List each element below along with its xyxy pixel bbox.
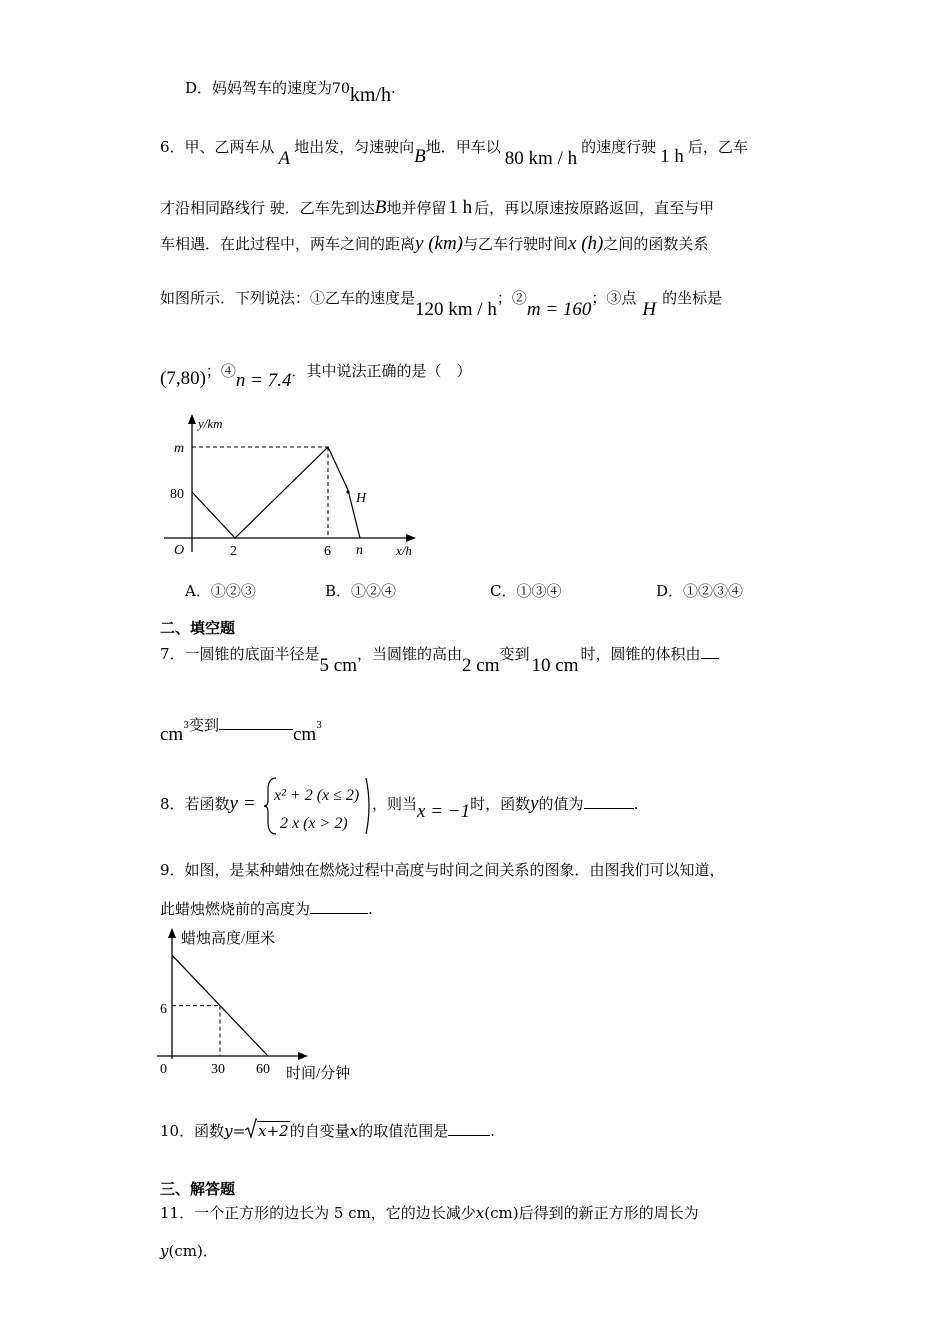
q6-text: 地出发，匀速驶向 [294,138,415,156]
q7-sup1: 3 [183,721,189,731]
label-t2: 2 [230,544,237,559]
q6-one-hour: 1 h [660,146,684,167]
q7-blank2[interactable] [219,729,293,730]
q10-radical [245,1122,290,1140]
q8-text: 时，函数 [470,795,531,813]
q6-text: 的速度行驶 [581,138,657,156]
q6-text: 6．甲、乙两车从 [160,138,275,156]
q9-graph [155,925,370,1085]
q8-y-eq: y = [229,793,256,814]
q7-text: ，当圆锥的高由 [357,645,463,663]
q7-text: 时，圆锥的体积由 [580,645,701,663]
q10-x: x [349,1122,359,1140]
q6-text: ；② [496,289,527,307]
q6-point-a: A [278,148,291,169]
q8-y: y [530,793,539,814]
q6-line4 [160,287,723,320]
q5-option-d-end: . [390,79,396,97]
label-m: m [174,441,185,456]
q6-statement4: n = 7.4 [235,370,292,391]
q10-y: y= [224,1122,246,1140]
q8-text-start [160,793,256,815]
q10-text: 10．函数 [160,1122,225,1140]
q5-option-d [185,76,396,106]
label-t6: 6 [324,544,331,559]
q6-text: 才沿相同路线行 驶．乙车先到达 [160,199,375,217]
q6-text: 与乙车行驶时间 [463,235,569,253]
q10-text: 的取值范围是 [358,1122,449,1140]
q6-text: 的坐标是 [662,289,723,307]
q11-line1 [160,1202,699,1223]
q9-line2 [160,898,373,919]
q6-statement2: m = 160 [526,299,592,320]
q7-text: 变到 [499,645,530,663]
q6-option-c: C．①③④ [490,582,562,600]
q6-stop-hour: 1 h [448,197,473,218]
q9-blank[interactable] [310,913,368,914]
q7-height2: 10 cm [531,655,579,676]
q7-text: 变到 [188,716,219,734]
q6-text: 地并停留 [386,199,447,217]
q6-text: 后，再以原速按原路返回，直至与甲 [474,199,715,217]
q9-text: . [368,900,373,918]
q6-text: 车相遇．在此过程中，两车之间的距离 [160,235,416,253]
q6-text: 地．甲车以 [425,138,501,156]
q7-radius: 5 cm [319,655,358,676]
q8-right-paren [366,778,369,834]
q6-text: ；④ [205,362,236,380]
x-axis-arrow [406,534,416,542]
q6-distance-var: y (km) [415,233,464,254]
q6-option-d: D．①②③④ [656,582,744,600]
q11-line2 [160,1240,218,1261]
label-h: H [356,491,367,506]
q6-graph [160,412,430,562]
y-axis-arrow [188,414,196,424]
q7-unit1: cm [160,724,184,745]
q5-option-d-text: D．妈妈驾车的速度为 [185,79,333,97]
q6-point-h: H [642,299,657,320]
q5-option-d-value: 70 [332,81,350,97]
q6-option-a: A．①②③ [185,582,256,600]
point-h [346,490,349,493]
q8-text-end [372,793,639,822]
q6-text: 如图所示．下列说法：①乙车的速度是 [160,289,416,307]
q7-blank1-start[interactable] [701,658,719,659]
q8-text: 的值为 [538,795,584,813]
q7-text: 7．一圆锥的底面半径是 [160,645,320,663]
q11-text: (cm)后得到的新正方形的周长为 [484,1204,699,1222]
label-6: 6 [160,1002,167,1017]
q10-text: 的自变量 [289,1122,350,1140]
q6-line5 [160,360,472,391]
q8-x-value: x = −1 [417,801,471,822]
x-axis-label: 时间/分钟 [286,1066,351,1082]
q6-point-b: B [414,146,426,167]
q7-sup2: 3 [316,721,322,731]
label-origin: O [174,543,185,558]
x-axis-label: x/h [396,543,412,558]
q8-text: ，则当 [372,795,418,813]
q11-x: x [475,1204,485,1222]
q5-option-d-unit: km/h [349,84,391,106]
q8-case1: x² + 2 (x ≤ 2) [274,787,360,804]
q10-blank[interactable] [448,1135,490,1136]
q10-text: . [490,1122,495,1140]
section-fill-in: 二、填空题 [160,619,236,637]
y-axis-label: 蜡烛高度/厘米 [181,931,276,947]
label-origin: 0 [160,1062,167,1077]
x-axis-arrow [298,1052,308,1060]
y-axis-label: y/km [198,416,223,431]
q6-text: 后，乙车 [687,138,748,156]
q7-height1: 2 cm [462,655,500,676]
q9-text: 此蜡烛燃烧前的高度为 [160,900,311,918]
label-t60: 60 [256,1062,270,1077]
q11-text: (cm)． [168,1242,218,1260]
q9-line1: 9．如图，是某种蜡烛在燃烧过程中高度与时间之间关系的图象．由图我们可以知道， [160,861,725,879]
q11-text: 11．一个正方形的边长为 5 cm，它的边长减少 [160,1204,476,1222]
section-answer: 三、解答题 [160,1180,236,1198]
q6-option-b: B．①②④ [325,582,397,600]
q8-piecewise [262,776,374,836]
q10-radicand: x+2 [258,1122,289,1140]
q8-blank[interactable] [584,808,634,809]
q6-line1 [160,136,748,169]
label-n: n [356,543,363,558]
q7-unit2: cm [292,724,317,745]
label-t30: 30 [211,1062,225,1077]
q6-text: 之间的函数关系 [603,235,709,253]
q6-statement1: 120 km / h [415,299,497,320]
label-80: 80 [170,487,184,502]
q11-y: y [160,1242,169,1260]
q8-text: . [633,795,639,813]
q10-line [160,1120,495,1141]
q6-text: ；③点 [591,289,637,307]
q7-line2 [160,714,322,745]
q6-speed: 80 km / h [504,148,578,169]
q10-radical-sign [245,1118,257,1140]
q8-text: 8．若函数 [160,795,230,813]
q6-text: ．其中说法正确的是（ ） [291,362,472,380]
q7-line1 [160,643,719,676]
q6-statement3: (7,80) [160,368,206,389]
distance-curve [192,447,360,538]
q6-line3 [160,233,708,255]
q6-point-b2: B [374,197,387,218]
q6-line2 [160,197,714,219]
q8-case2: 2 x (x > 2) [280,815,348,832]
y-axis-arrow [168,928,176,938]
q6-time-var: x (h) [568,233,604,254]
